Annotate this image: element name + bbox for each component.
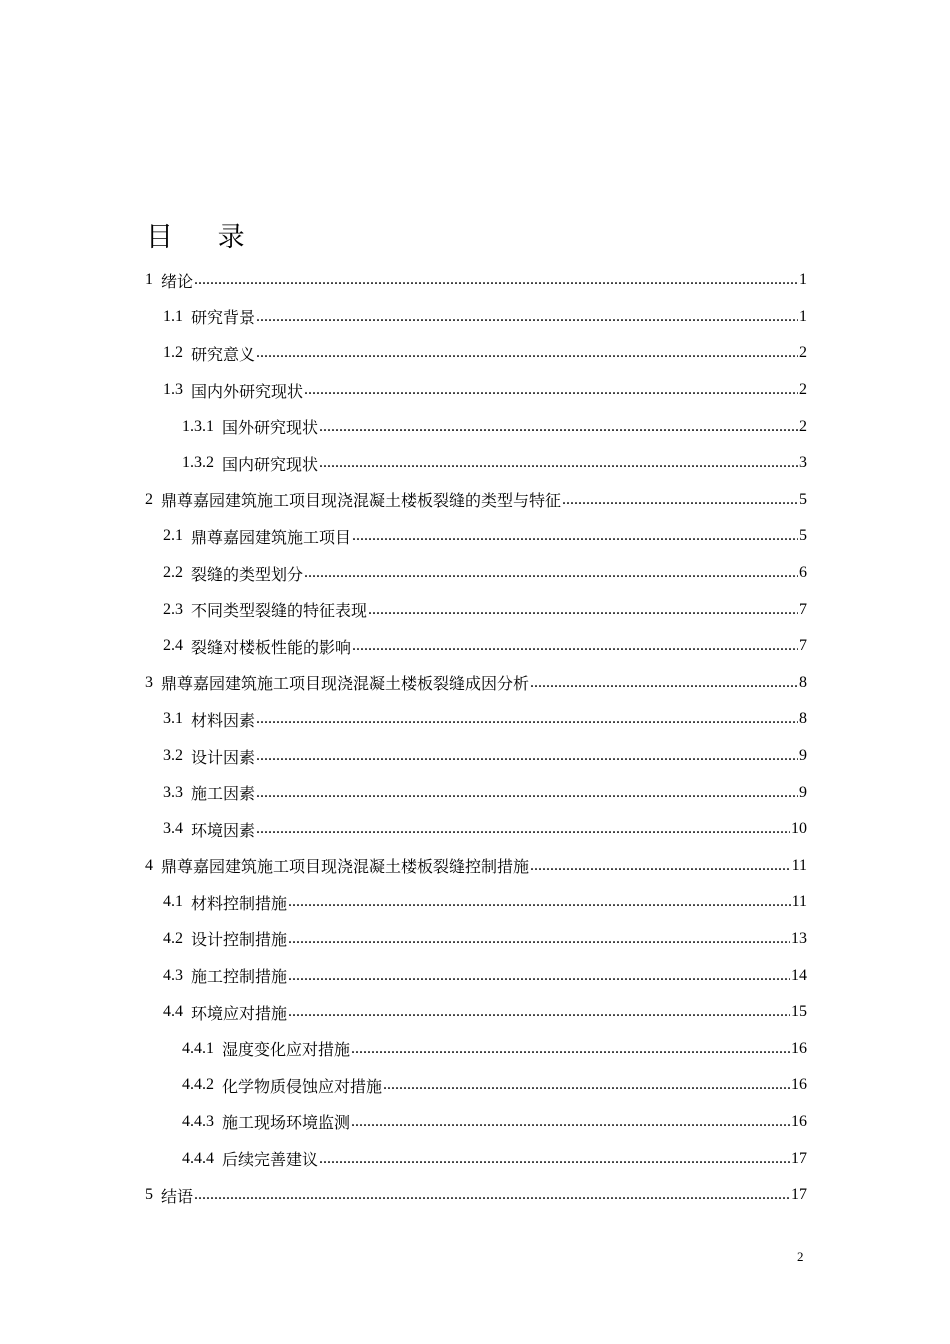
toc-entry[interactable]	[145, 299, 807, 336]
toc-entry-number: 2.4	[163, 637, 183, 655]
toc-leader-dots	[319, 418, 798, 436]
toc-entry-page: 11	[791, 856, 807, 874]
toc-entry-number: 1.3.2	[182, 454, 214, 472]
toc-entry[interactable]	[145, 665, 807, 702]
toc-entry-title: 绪论	[161, 271, 194, 291]
toc-entry-title: 鼎尊嘉园建筑施工项目现浇混凝土楼板裂缝的类型与特征	[161, 491, 562, 511]
toc-entry-page: 15	[791, 1003, 807, 1021]
toc-entry-number: 1	[145, 271, 153, 289]
toc-entry-title: 国外研究现状	[222, 418, 319, 438]
toc-entry-title: 设计因素	[191, 747, 256, 767]
toc-leader-dots	[351, 1113, 790, 1131]
toc-entry-page: 14	[791, 966, 807, 984]
toc-entry-number: 1.2	[163, 344, 183, 362]
toc-entry[interactable]	[145, 701, 807, 738]
toc-entry-title: 材料因素	[191, 710, 256, 730]
toc-entry[interactable]	[145, 372, 807, 409]
toc-leader-dots	[194, 271, 798, 289]
toc-entry-title: 不同类型裂缝的特征表现	[191, 601, 368, 621]
toc-entry-number: 4.4.3	[182, 1112, 214, 1130]
toc-entry[interactable]	[145, 774, 807, 811]
toc-leader-dots	[368, 601, 798, 619]
toc-entry-number: 4.4	[163, 1003, 183, 1021]
toc-entry[interactable]	[145, 957, 807, 994]
toc-entry-number: 2.2	[163, 564, 183, 582]
toc-entry-page: 17	[791, 1186, 807, 1204]
page-number: 2	[797, 1249, 804, 1264]
toc-leader-dots	[256, 747, 798, 765]
toc-leader-dots	[304, 381, 798, 399]
page-title: 目 录	[146, 222, 263, 253]
toc-entry[interactable]	[145, 1177, 807, 1214]
toc-entry-page: 2	[799, 417, 807, 435]
toc-leader-dots	[288, 893, 791, 911]
toc-entry-number: 2	[145, 490, 153, 508]
toc-entry-page: 16	[791, 1112, 807, 1130]
toc-entry-title: 环境应对措施	[191, 1003, 288, 1023]
toc-entry-title: 施工控制措施	[191, 967, 288, 987]
toc-entry[interactable]	[145, 1030, 807, 1067]
toc-entry-number: 4	[145, 856, 153, 874]
toc-entry-page: 5	[799, 527, 807, 545]
toc-leader-dots	[352, 527, 798, 545]
toc-entry-page: 13	[791, 929, 807, 947]
toc-entry-title: 裂缝对楼板性能的影响	[191, 637, 352, 657]
toc-entry-number: 4.4.1	[182, 1039, 214, 1057]
toc-entry[interactable]	[145, 738, 807, 775]
toc-leader-dots	[256, 784, 798, 802]
toc-leader-dots	[319, 454, 798, 472]
toc-leader-dots	[288, 967, 790, 985]
toc-entry-page: 17	[791, 1149, 807, 1167]
toc-entry[interactable]	[145, 555, 807, 592]
toc-entry[interactable]	[145, 848, 807, 885]
toc-entry[interactable]	[145, 1104, 807, 1141]
toc-leader-dots	[383, 1076, 790, 1094]
toc-entry[interactable]	[145, 994, 807, 1031]
toc-entry-page: 10	[791, 820, 807, 838]
toc-entry-number: 4.2	[163, 929, 183, 947]
toc-leader-dots	[256, 820, 790, 838]
toc-entry[interactable]	[145, 518, 807, 555]
toc-entry-page: 16	[791, 1039, 807, 1057]
toc-entry-title: 国内外研究现状	[191, 381, 304, 401]
toc-entry-title: 后续完善建议	[222, 1150, 319, 1170]
toc-entry-page: 2	[799, 344, 807, 362]
toc-entry-number: 4.4.2	[182, 1076, 214, 1094]
toc-entry-number: 3.4	[163, 820, 183, 838]
toc-entry-title: 材料控制措施	[191, 893, 288, 913]
toc-entry-number: 1.1	[163, 307, 183, 325]
toc-entry-title: 研究背景	[191, 308, 256, 328]
toc-entry-page: 7	[799, 637, 807, 655]
toc-entry-number: 4.3	[163, 966, 183, 984]
toc-leader-dots	[256, 710, 798, 728]
toc-entry-page: 9	[799, 783, 807, 801]
toc-entry-page: 3	[799, 454, 807, 472]
toc-entry[interactable]	[145, 1067, 807, 1104]
toc-leader-dots	[530, 857, 791, 875]
toc-leader-dots	[256, 308, 798, 326]
toc-entry[interactable]	[145, 482, 807, 519]
toc-entry-title: 鼎尊嘉园建筑施工项目现浇混凝土楼板裂缝控制措施	[161, 857, 530, 877]
toc-entry-page: 8	[799, 673, 807, 691]
toc-entry[interactable]	[145, 1140, 807, 1177]
toc-entry-number: 2.1	[163, 527, 183, 545]
toc-entry-page: 2	[799, 381, 807, 399]
toc-entry[interactable]	[145, 408, 807, 445]
toc-entry-number: 3.2	[163, 747, 183, 765]
toc-entry[interactable]	[145, 811, 807, 848]
toc-entry-page: 1	[799, 307, 807, 325]
toc-entry-number: 3	[145, 673, 153, 691]
toc-leader-dots	[530, 674, 798, 692]
toc-entry-title: 鼎尊嘉园建筑施工项目	[191, 527, 352, 547]
toc-entry-title: 化学物质侵蚀应对措施	[222, 1076, 383, 1096]
toc-entry-title: 结语	[161, 1186, 194, 1206]
toc-entry-page: 1	[799, 271, 807, 289]
table-of-contents	[145, 262, 807, 1213]
toc-entry-title: 裂缝的类型划分	[191, 564, 304, 584]
toc-leader-dots	[194, 1186, 790, 1204]
toc-leader-dots	[288, 930, 790, 948]
toc-entry-number: 3.3	[163, 783, 183, 801]
toc-entry-page: 7	[799, 600, 807, 618]
toc-leader-dots	[288, 1003, 790, 1021]
toc-entry-page: 11	[791, 893, 807, 911]
toc-entry-number: 2.3	[163, 600, 183, 618]
toc-entry[interactable]	[145, 884, 807, 921]
toc-entry[interactable]	[145, 921, 807, 958]
toc-entry-page: 8	[799, 710, 807, 728]
toc-entry-title: 环境因素	[191, 820, 256, 840]
toc-entry-page: 6	[799, 564, 807, 582]
toc-entry-title: 研究意义	[191, 344, 256, 364]
toc-entry[interactable]	[145, 445, 807, 482]
toc-entry-number: 1.3.1	[182, 417, 214, 435]
toc-entry-page: 9	[799, 747, 807, 765]
toc-entry-title: 施工现场环境监测	[222, 1113, 351, 1133]
toc-entry-number: 3.1	[163, 710, 183, 728]
toc-entry-page: 16	[791, 1076, 807, 1094]
toc-leader-dots	[256, 344, 798, 362]
toc-leader-dots	[304, 564, 798, 582]
toc-entry[interactable]	[145, 335, 807, 372]
toc-entry-number: 4.4.4	[182, 1149, 214, 1167]
toc-leader-dots	[351, 1040, 790, 1058]
toc-leader-dots	[562, 491, 798, 509]
toc-leader-dots	[319, 1150, 790, 1168]
toc-entry-number: 4.1	[163, 893, 183, 911]
toc-entry-title: 鼎尊嘉园建筑施工项目现浇混凝土楼板裂缝成因分析	[161, 674, 530, 694]
toc-entry-number: 1.3	[163, 381, 183, 399]
toc-entry-page: 5	[799, 490, 807, 508]
toc-entry-title: 湿度变化应对措施	[222, 1040, 351, 1060]
toc-entry[interactable]	[145, 628, 807, 665]
toc-entry-number: 5	[145, 1186, 153, 1204]
toc-leader-dots	[352, 637, 798, 655]
toc-entry-title: 设计控制措施	[191, 930, 288, 950]
toc-entry[interactable]	[145, 262, 807, 299]
toc-entry[interactable]	[145, 591, 807, 628]
toc-entry-title: 国内研究现状	[222, 454, 319, 474]
toc-entry-title: 施工因素	[191, 784, 256, 804]
